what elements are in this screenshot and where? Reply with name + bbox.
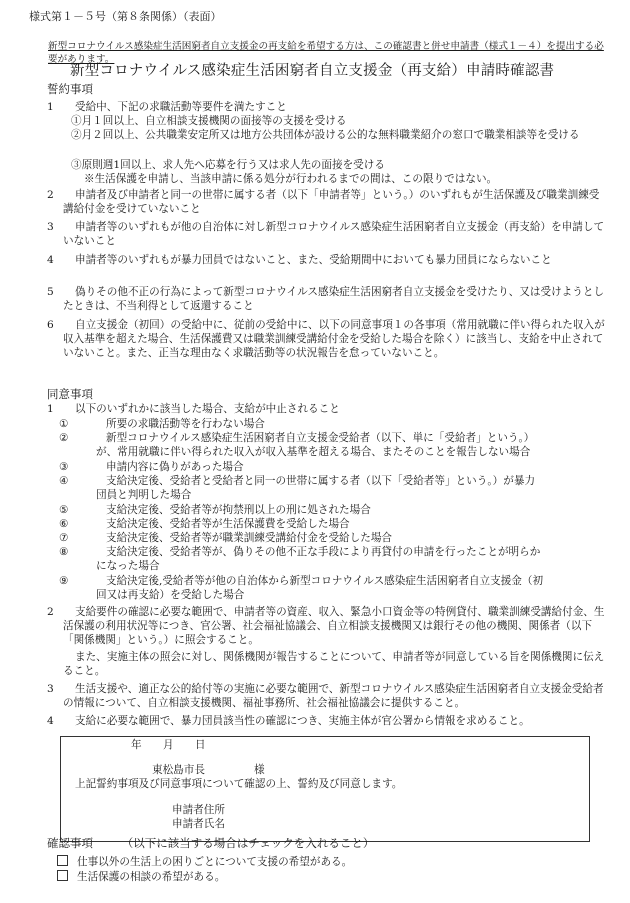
- case-marker: ③: [59, 461, 69, 473]
- consent-case-8: [59, 545, 607, 573]
- pledge-sub-item-3: ③原則週1回以上、求人先へ応募を行う又は求人先の面接を受ける: [71, 159, 385, 171]
- case-text-continued: が、常用就職に伴い得られた収入が収入基準を超える場合、またそのことを報告しない場合: [96, 446, 531, 458]
- form-number: 様式第１－５号（第８条関係）（表面）: [29, 10, 222, 23]
- consent-case-6: [59, 517, 607, 531]
- consent-item-text: 支給要件の確認に必要な範囲で、申請者等の資産、収入、緊急小口資金等の特例貸付、職業訓練受講給付金、生活保護の利用状況等につき、官公署、社会福祉協議会、自立相談支援機関又は銀行その他の機関、関係者（以下「関係機関」という。）に照会すること。: [63, 606, 605, 646]
- consent-item-number: 3: [47, 683, 54, 695]
- case-text: 支給決定後、受給者等が生活保護費を受給した場合: [106, 518, 350, 530]
- signature-box: [60, 736, 590, 842]
- consent-item-3: [47, 682, 607, 710]
- pledge-item-1: [47, 100, 607, 114]
- case-marker: ⑥: [59, 518, 69, 530]
- pledge-sub-item-1: ①月１回以上、自立相談支援機関の面接等の支援を受ける: [71, 115, 347, 127]
- case-marker: ⑤: [59, 504, 69, 516]
- check-label-welfare: 生活保護の相談の希望がある。: [77, 871, 226, 883]
- pledge-item-text: 申請者等のいずれもが暴力団員ではないこと、また、受給期間中においても暴力団員にならないこと: [75, 254, 552, 266]
- document-title: 新型コロナウイルス感染症生活困窮者自立支援金（再支給）申請時確認書: [70, 63, 555, 79]
- applicant-address-field[interactable]: 申請者住所: [172, 804, 225, 816]
- case-text: 支給決定後、受給者等が、偽りその他不正な手段により再貸付の申請を行ったことが明らか: [106, 546, 541, 558]
- consent-case-1: [59, 417, 607, 431]
- confirmation-heading-label: 確認事項: [47, 836, 93, 850]
- consent-item-number: 4: [47, 715, 54, 727]
- case-marker: ①: [59, 418, 69, 430]
- consent-case-9: [59, 574, 607, 602]
- pledge-item-2: [47, 188, 607, 216]
- pledge-heading: 誓約事項: [47, 82, 93, 96]
- submission-notice-text: 新型コロナウイルス感染症生活困窮者自立支援金の再支給を希望する方は、この確認書と併せ申請書（様式１－４）を提出する必要があります。: [48, 41, 604, 65]
- case-marker: ④: [59, 475, 69, 487]
- consent-case-4: [59, 474, 607, 502]
- pledge-item-number: 3: [47, 221, 54, 233]
- applicant-name-field[interactable]: 申請者氏名: [172, 818, 225, 830]
- case-text: 支給決定後、受給者等が職業訓練受講給付金を受給した場合: [106, 532, 393, 544]
- consent-item-number: 1: [47, 403, 54, 415]
- confirmation-heading: [47, 836, 374, 850]
- pledge-sub-note: ※生活保護を申請し、当該申請に係る処分が行われるまでの間は、この限りではない。: [84, 173, 498, 185]
- pledge-item-text: 申請者等のいずれもが他の自治体に対し新型コロナウイルス感染症生活困窮者自立支援金（再支給）を申請していないこと: [63, 221, 605, 247]
- pledge-sub-item-2: ②月２回以上、公共職業安定所又は地方公共団体が設ける公的な無料職業紹介の窓口で職業相談等を受ける: [71, 129, 580, 141]
- case-text-continued: 回又は再支給）を受給した場合: [96, 589, 245, 601]
- consent-item-text: 以下のいずれかに該当した場合、支給が中止されること: [75, 403, 340, 415]
- consent-case-5: [59, 503, 607, 517]
- consent-item-number: 2: [47, 606, 54, 618]
- addressee-mayor: 東松島市長: [152, 764, 205, 776]
- case-text: 新型コロナウイルス感染症生活困窮者自立支援金受給者（以下、単に「受給者」という。）: [106, 432, 535, 444]
- case-text: 所要の求職活動等を行わない場合: [106, 418, 265, 430]
- consent-item-1: [47, 402, 607, 416]
- pledge-item-text: 自立支援金（初回）の受給中に、従前の受給中に、以下の同意事項１の各事項（常用就職に伴い得られた収入が収入基準を超えた場合、生活保護費又は職業訓練受講給付金を受給した場合を除く）に該当し、支給を中止されていないこと。また、正当な理由なく求職活動等の状況報告を怠っていないこと。: [63, 319, 605, 359]
- checkbox-welfare[interactable]: [57, 870, 68, 881]
- consent-item-2: [47, 605, 607, 647]
- pledge-item-text: 申請者及び申請者と同一の世帯に属する者（以下「申請者等」という。）のいずれもが生活保護及び職業訓練受講給付金を受けていないこと: [63, 189, 600, 215]
- case-marker: ⑨: [59, 575, 69, 587]
- check-label-support: 仕事以外の生活上の困りごとについて支援の希望がある。: [77, 856, 353, 868]
- pledge-consent-statement: 上記誓約事項及び同意事項について確認の上、誓約及び同意します。: [75, 778, 403, 790]
- consent-heading: 同意事項: [47, 387, 93, 401]
- case-text: 支給決定後、受給者と受給者と同一の世帯に属する者（以下「受給者等」という。）が暴力: [106, 475, 536, 487]
- confirmation-note: （以下に該当する場合はチェックを入れること）: [127, 836, 375, 850]
- case-marker: ⑦: [59, 532, 69, 544]
- consent-item-2-continued: [47, 650, 607, 678]
- checkbox-support[interactable]: [57, 855, 68, 866]
- case-marker: ②: [59, 432, 69, 444]
- pledge-item-text: 偽りその他不正の行為によって新型コロナウイルス感染症生活困窮者自立支援金を受けたり、又は受けようとしたときは、不当利得として返還すること: [63, 286, 605, 312]
- case-text: 支給決定後、受給者等が拘禁刑以上の刑に処された場合: [106, 504, 371, 516]
- pledge-item-number: 6: [47, 319, 54, 331]
- case-text: 申請内容に偽りがあった場合: [106, 461, 244, 473]
- consent-item-text: また、実施主体の照会に対し、関係機関が報告することについて、申請者等が同意している旨を関係機関に伝えること。: [63, 651, 605, 677]
- consent-case-2: [59, 431, 607, 459]
- check-item-welfare[interactable]: [57, 870, 225, 884]
- check-item-support[interactable]: [57, 855, 352, 869]
- case-marker: ⑧: [59, 546, 69, 558]
- case-text-continued: になった場合: [96, 560, 160, 572]
- case-text-continued: 団員と判明した場合: [96, 489, 192, 501]
- pledge-item-3: [47, 220, 607, 248]
- pledge-item-number: 2: [47, 189, 54, 201]
- pledge-item-number: 5: [47, 286, 54, 298]
- case-text: 支給決定後,受給者等が他の自治体から新型コロナウイルス感染症生活困窮者自立支援金（初: [106, 575, 544, 587]
- consent-item-4: [47, 714, 607, 728]
- pledge-item-number: 4: [47, 254, 54, 266]
- pledge-item-text: 受給中、下記の求職活動等要件を満たすこと: [75, 101, 287, 113]
- consent-item-text: 支給に必要な範囲で、暴力団員該当性の確認につき、実施主体が官公署から情報を求めること。: [75, 715, 530, 727]
- pledge-item-5: [47, 285, 607, 313]
- addressee-honorific: 様: [254, 764, 265, 776]
- pledge-item-4: [47, 253, 607, 267]
- signature-date-line[interactable]: 年 月 日: [131, 739, 206, 751]
- pledge-item-number: 1: [47, 101, 54, 113]
- consent-case-7: [59, 531, 607, 545]
- consent-item-text: 生活支援や、適正な公的給付等の実施に必要な範囲で、新型コロナウイルス感染症生活困窮者自立支援金受給者の情報について、自立相談支援機関、福祉事務所、社会福祉協議会に提供すること。: [63, 683, 604, 709]
- consent-case-3: [59, 460, 607, 474]
- pledge-item-6: [47, 318, 607, 360]
